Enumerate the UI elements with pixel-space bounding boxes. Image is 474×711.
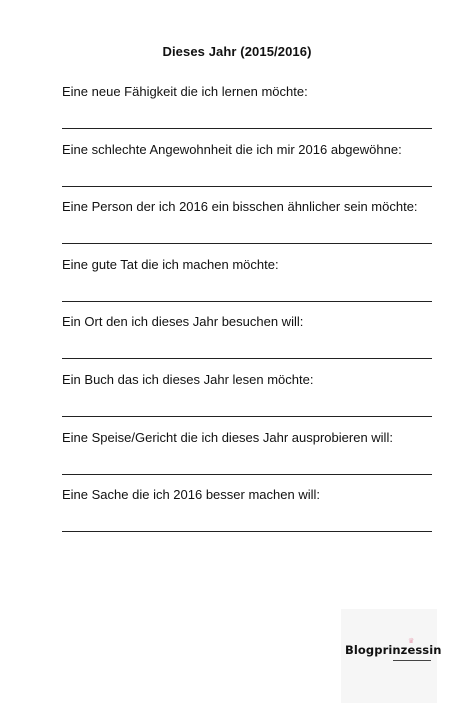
prompt-item xyxy=(62,314,434,372)
answer-line xyxy=(62,243,432,244)
answer-line xyxy=(62,128,432,129)
prompt-list xyxy=(62,84,434,545)
answer-line xyxy=(62,358,432,359)
prompt-item xyxy=(62,142,434,200)
blog-logo xyxy=(341,609,442,703)
answer-line xyxy=(62,531,432,532)
answer-line xyxy=(62,416,432,417)
answer-line xyxy=(62,186,432,187)
answer-line xyxy=(62,301,432,302)
prompt-text: Eine schlechte Angewohnheit die ich mir 2016 abgewöhne: xyxy=(62,141,402,157)
prompt-text: Ein Ort den ich dieses Jahr besuchen will: xyxy=(62,314,304,330)
prompt-item xyxy=(62,372,434,430)
crown-icon: ♛ xyxy=(408,638,415,645)
prompt-item xyxy=(62,84,434,142)
prompt-text: Eine Sache die ich 2016 besser machen will: xyxy=(62,487,320,503)
prompt-text: Eine Speise/Gericht die ich dieses Jahr ausprobieren will: xyxy=(62,429,393,445)
answer-line xyxy=(62,474,432,475)
logo-underline xyxy=(393,660,431,661)
prompt-text: Ein Buch das ich dieses Jahr lesen möchte: xyxy=(62,371,314,387)
prompt-item xyxy=(62,199,434,257)
prompt-item xyxy=(62,257,434,315)
prompt-text: Eine neue Fähigkeit die ich lernen möchte: xyxy=(62,84,308,99)
logo-text: Blogprinzessin xyxy=(345,643,442,657)
prompt-item xyxy=(62,430,434,488)
prompt-item xyxy=(62,487,434,545)
prompt-text: Eine gute Tat die ich machen möchte: xyxy=(62,256,279,272)
page-title: Dieses Jahr (2015/2016) xyxy=(162,44,312,59)
prompt-text: Eine Person der ich 2016 ein bisschen ähnlicher sein möchte: xyxy=(62,199,418,215)
